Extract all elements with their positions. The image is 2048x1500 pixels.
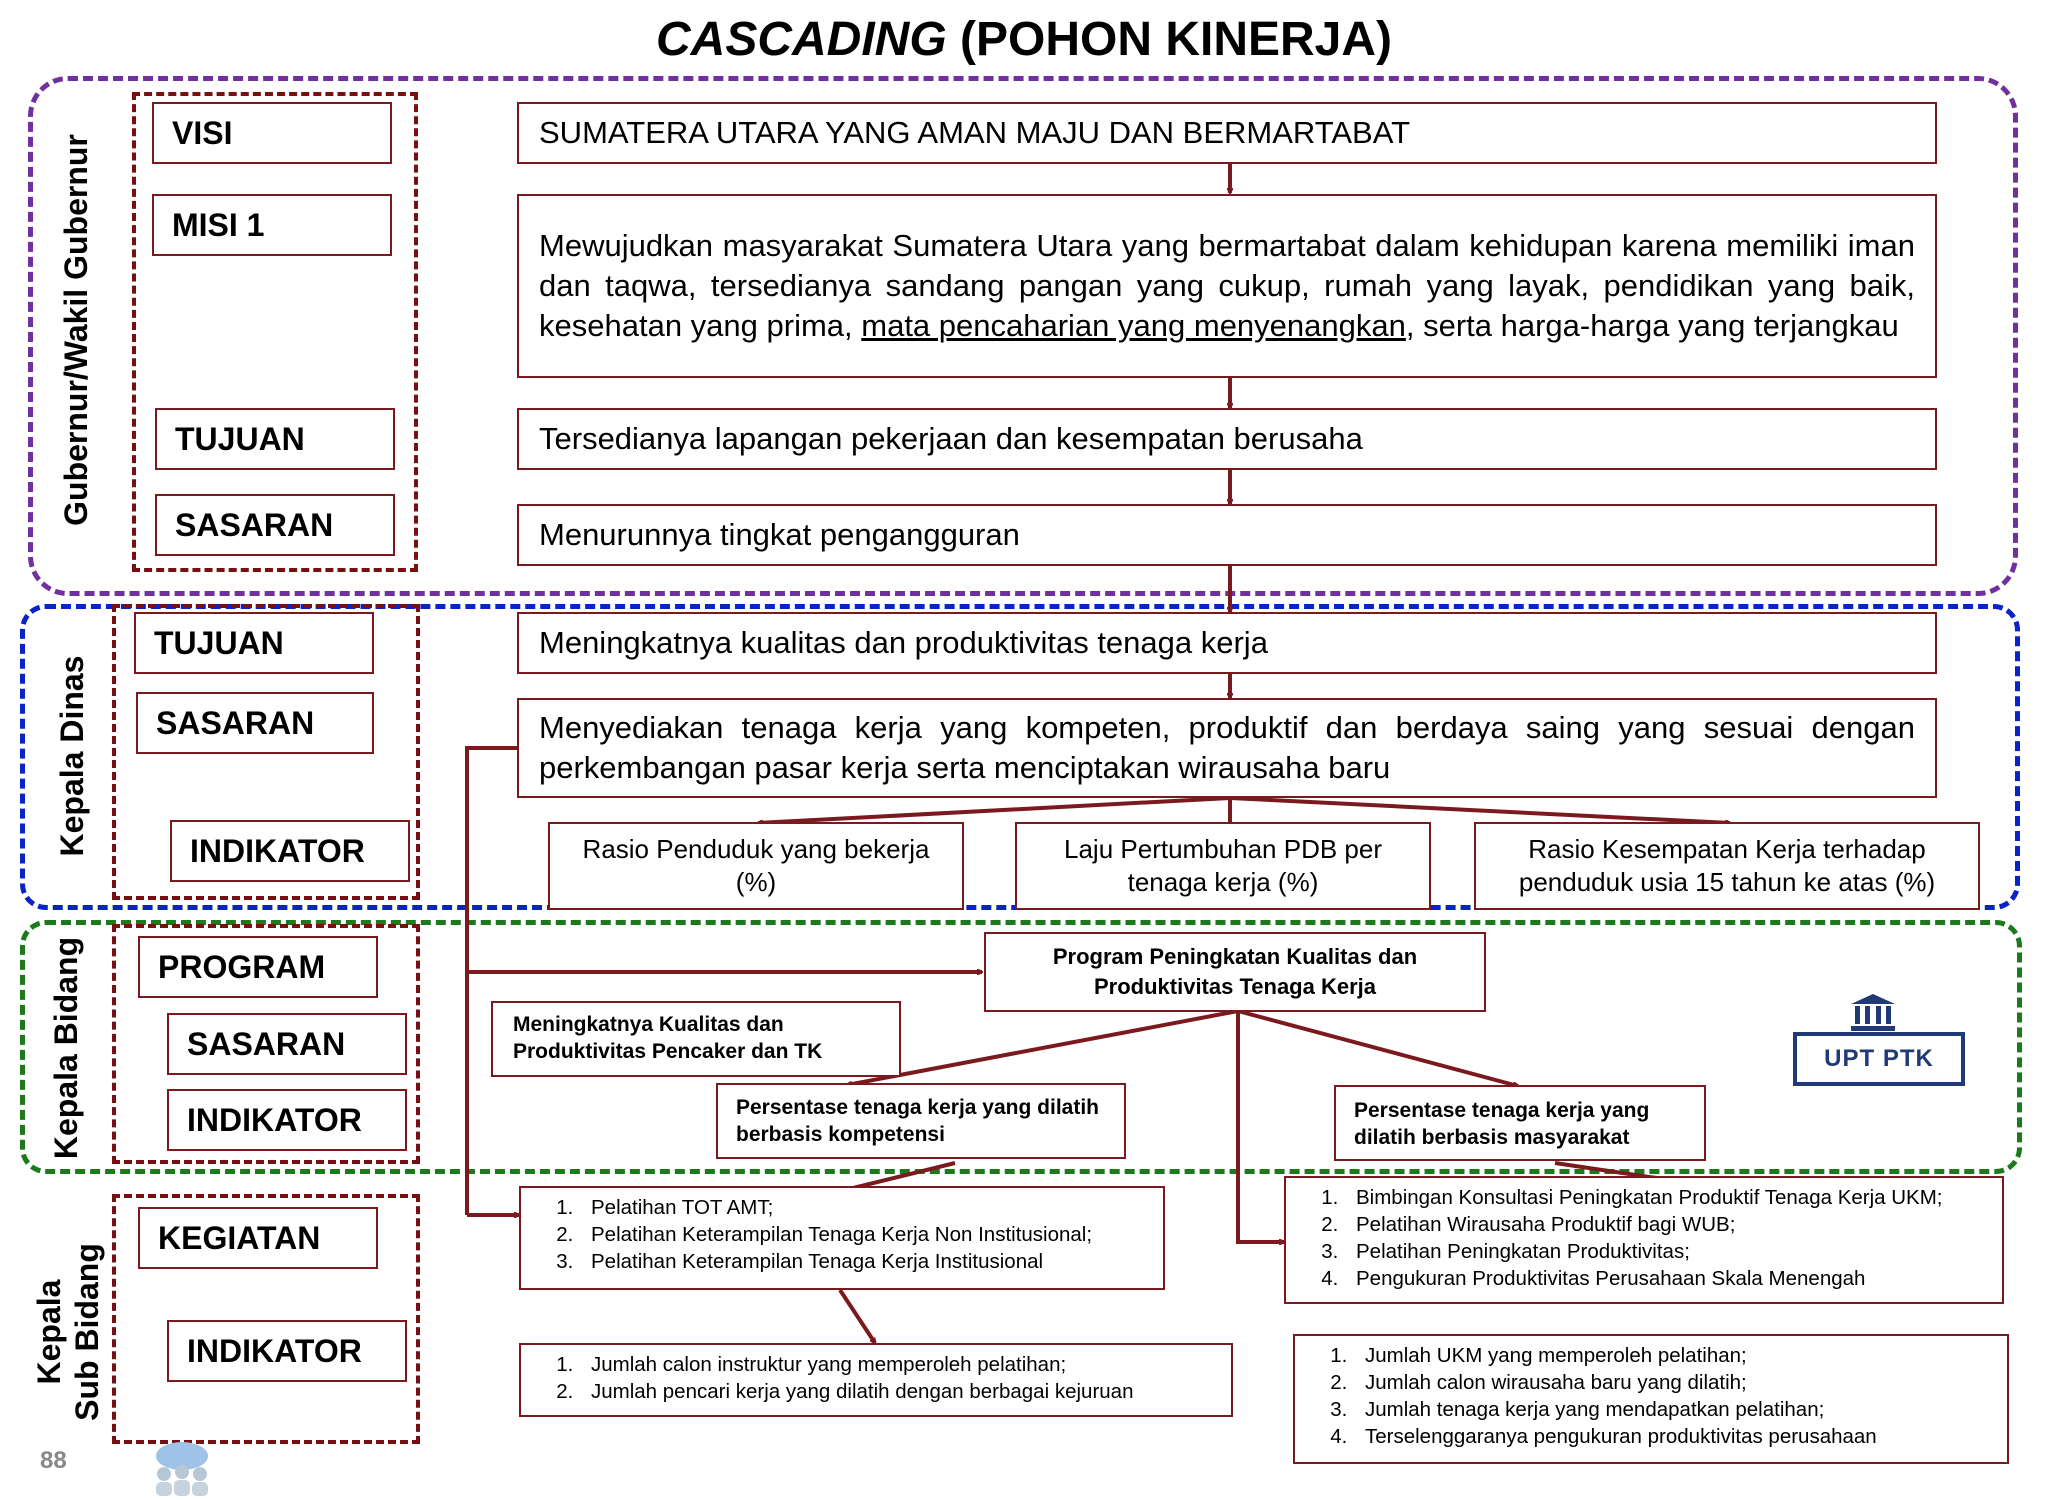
subbidang-label-line1: Kepala xyxy=(31,1279,67,1385)
dinas-sasaran-label: SASARAN xyxy=(136,692,374,754)
list-item: 1. Jumlah UKM yang memperoleh pelatihan; xyxy=(1353,1342,1993,1369)
gubernur-sasaran-label: SASARAN xyxy=(155,494,395,556)
dinas-indikator-label: INDIKATOR xyxy=(170,820,410,882)
misi-text xyxy=(517,194,1937,378)
dinas-indikator-3: Rasio Kesempatan Kerja terhadap penduduk usia 15 tahun ke atas (%) xyxy=(1474,822,1980,910)
list-item: 3. Jumlah tenaga kerja yang mendapatkan pelatihan; xyxy=(1353,1396,1993,1423)
list-item: 3. Pelatihan Peningkatan Produktivitas; xyxy=(1344,1238,1988,1265)
visi-text: SUMATERA UTARA YANG AMAN MAJU DAN BERMARTABAT xyxy=(517,102,1937,164)
gubernur-tujuan-text: Tersedianya lapangan pekerjaan dan kesempatan berusaha xyxy=(517,408,1937,470)
bidang-sasaran-label: SASARAN xyxy=(167,1013,407,1075)
indikator-left-list xyxy=(519,1343,1233,1417)
bidang-sasaran-text: Meningkatnya Kualitas dan Produktivitas Pencaker dan TK xyxy=(491,1001,901,1077)
program-label: PROGRAM xyxy=(138,936,378,998)
gubernur-tujuan-label: TUJUAN xyxy=(155,408,395,470)
bidang-indikator-label: INDIKATOR xyxy=(167,1089,407,1151)
kegiatan-label: KEGIATAN xyxy=(138,1207,378,1269)
misi-text-part2: , serta harga-harga yang terjangkau xyxy=(1405,308,1899,343)
title-italic: CASCADING xyxy=(655,13,947,66)
dinas-tujuan-label: TUJUAN xyxy=(134,612,374,674)
list-item: 4. Terselenggaranya pengukuran produktivitas perusahaan xyxy=(1353,1423,1993,1450)
list-item: 1. Bimbingan Konsultasi Peningkatan Produktif Tenaga Kerja UKM; xyxy=(1344,1184,1988,1211)
upt-ptk-logo: UPT PTK xyxy=(1793,1032,1965,1086)
building-icon xyxy=(1849,992,1897,1032)
list-item: 4. Pengukuran Produktivitas Perusahaan Skala Menengah xyxy=(1344,1265,1988,1292)
list-item: 2. Jumlah pencari kerja yang dilatih dengan berbagai kejuruan xyxy=(579,1378,1217,1405)
visi-label: VISI xyxy=(152,102,392,164)
indikator-right-list xyxy=(1293,1334,2009,1464)
program-text: Program Peningkatan Kualitas dan Produktivitas Tenaga Kerja xyxy=(984,932,1486,1012)
bidang-label: Kepala Bidang xyxy=(48,936,84,1160)
gubernur-sasaran-text: Menurunnya tingkat pengangguran xyxy=(517,504,1937,566)
list-item: 2. Pelatihan Wirausaha Produktif bagi WUB; xyxy=(1344,1211,1988,1238)
dinas-indikator-2: Laju Pertumbuhan PDB per tenaga kerja (%) xyxy=(1015,822,1431,910)
dinas-sasaran-text: Menyediakan tenaga kerja yang kompeten, produktif dan berdaya saing yang sesuai dengan perkembangan pasar kerja serta menciptakan wirausaha baru xyxy=(517,698,1937,798)
subbidang-indikator-label: INDIKATOR xyxy=(167,1320,407,1382)
misi-paragraph xyxy=(539,226,1915,346)
list-item: 3. Pelatihan Keterampilan Tenaga Kerja Institusional xyxy=(579,1248,1149,1275)
page-number: 88 xyxy=(40,1447,67,1474)
dinas-label: Kepala Dinas xyxy=(54,655,90,857)
list-item: 2. Jumlah calon wirausaha baru yang dilatih; xyxy=(1353,1369,1993,1396)
list-item: 2. Pelatihan Keterampilan Tenaga Kerja Non Institusional; xyxy=(579,1221,1149,1248)
dinas-tujuan-text: Meningkatnya kualitas dan produktivitas tenaga kerja xyxy=(517,612,1937,674)
bidang-indikator-left: Persentase tenaga kerja yang dilatih berbasis kompetensi xyxy=(716,1083,1126,1159)
subbidang-label-line2: Sub Bidang xyxy=(69,1243,105,1421)
misi-text-part1: Mewujudkan masyarakat Sumatera Utara yang bermartabat dalam kehidupan karena memiliki iman dan taqwa, tersedianya sandang pangan yang cukup, rumah yang layak, pendidikan yang baik, kesehatan yang prima, xyxy=(539,228,1915,343)
misi-label: MISI 1 xyxy=(152,194,392,256)
people-figure-icon xyxy=(142,1440,222,1498)
list-item: 1. Jumlah calon instruktur yang memperoleh pelatihan; xyxy=(579,1351,1217,1378)
title-rest: (POHON KINERJA) xyxy=(946,13,1393,66)
kegiatan-left-list xyxy=(519,1186,1165,1290)
dinas-indikator-1: Rasio Penduduk yang bekerja (%) xyxy=(548,822,964,910)
list-item: 1. Pelatihan TOT AMT; xyxy=(579,1194,1149,1221)
misi-text-underlined: mata pencaharian yang menyenangkan xyxy=(861,308,1406,343)
gubernur-label: Gubernur/Wakil Gubernur xyxy=(58,134,94,526)
kegiatan-right-list xyxy=(1284,1176,2004,1304)
bidang-indikator-right: Persentase tenaga kerja yang dilatih berbasis masyarakat xyxy=(1334,1085,1706,1161)
